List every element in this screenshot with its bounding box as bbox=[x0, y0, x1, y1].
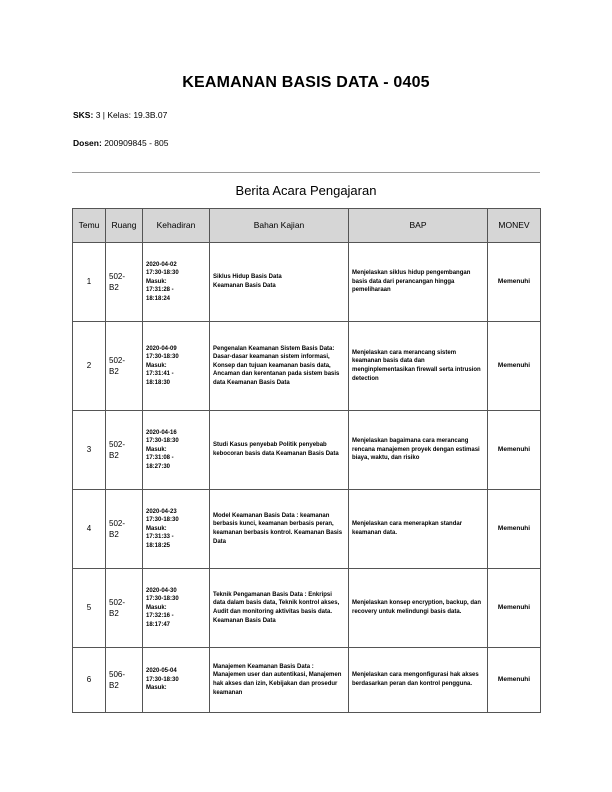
cell-bap: Menjelaskan konsep encryption, backup, dan recovery untuk melindungi basis data. bbox=[349, 569, 488, 648]
cell-kehadiran: 2020-04-02 17:30-18:30 Masuk: 17:31:28 - 18:18:24 bbox=[143, 243, 210, 322]
cell-monev: Memenuhi bbox=[488, 569, 541, 648]
cell-monev: Memenuhi bbox=[488, 411, 541, 490]
cell-temu: 4 bbox=[73, 490, 106, 569]
table-row bbox=[73, 243, 541, 322]
cell-monev: Memenuhi bbox=[488, 648, 541, 713]
table-row bbox=[73, 411, 541, 490]
cell-temu: 1 bbox=[73, 243, 106, 322]
dosen-line bbox=[73, 138, 168, 148]
cell-ruang: 506- B2 bbox=[106, 648, 143, 713]
cell-temu: 5 bbox=[73, 569, 106, 648]
table-row bbox=[73, 569, 541, 648]
cell-bahan-kajian: Pengenalan Keamanan Sistem Basis Data: Dasar-dasar keamanan sistem informasi, Konsep dan tujuan keamanan basis data, Ancaman dan kerentanan pada sistem basis data Keamanan Basis Data bbox=[210, 322, 349, 411]
table-row bbox=[73, 490, 541, 569]
header-bap: BAP bbox=[349, 209, 488, 243]
cell-bap: Menjelaskan cara merancang sistem keamanan basis data dan menginplementasikan firewall serta intrusion detection bbox=[349, 322, 488, 411]
header-bahan-kajian: Bahan Kajian bbox=[210, 209, 349, 243]
cell-ruang: 502- B2 bbox=[106, 411, 143, 490]
table-row bbox=[73, 648, 541, 713]
dosen-label: Dosen: bbox=[73, 138, 102, 148]
cell-ruang: 502- B2 bbox=[106, 322, 143, 411]
header-ruang: Ruang bbox=[106, 209, 143, 243]
cell-monev: Memenuhi bbox=[488, 243, 541, 322]
cell-bap: Menjelaskan cara mengonfigurasi hak akses berdasarkan peran dan kontrol pengguna. bbox=[349, 648, 488, 713]
cell-bahan-kajian: Teknik Pengamanan Basis Data : Enkripsi data dalam basis data, Teknik kontrol akses, Audit dan monitoring aktivitas basis data. Keamanan Basis Data bbox=[210, 569, 349, 648]
cell-bahan-kajian: Siklus Hidup Basis Data Keamanan Basis Data bbox=[210, 243, 349, 322]
table-row bbox=[73, 322, 541, 411]
cell-kehadiran: 2020-04-16 17:30-18:30 Masuk: 17:31:08 - 18:27:30 bbox=[143, 411, 210, 490]
bap-table bbox=[72, 208, 541, 713]
cell-monev: Memenuhi bbox=[488, 490, 541, 569]
sks-kelas-value: 3 | Kelas: 19.3B.07 bbox=[95, 110, 168, 120]
cell-monev: Memenuhi bbox=[488, 322, 541, 411]
table-header-row bbox=[73, 209, 541, 243]
cell-bahan-kajian: Manajemen Keamanan Basis Data : Manajemen user dan autentikasi, Manajemen hak akses dan izin, Kebijakan dan prosedur keamanan bbox=[210, 648, 349, 713]
sks-kelas-line bbox=[73, 110, 167, 120]
section-title: Berita Acara Pengajaran bbox=[235, 183, 377, 198]
divider bbox=[72, 172, 540, 173]
header-kehadiran: Kehadiran bbox=[143, 209, 210, 243]
cell-bap: Menjelaskan cara menerapkan standar keamanan data. bbox=[349, 490, 488, 569]
cell-ruang: 502- B2 bbox=[106, 243, 143, 322]
dosen-value: 200909845 - 805 bbox=[104, 138, 169, 148]
cell-kehadiran: 2020-04-09 17:30-18:30 Masuk: 17:31:41 - 18:18:30 bbox=[143, 322, 210, 411]
cell-bap: Menjelaskan bagaimana cara merancang rencana manajemen proyek dengan estimasi biaya, waktu, dan risiko bbox=[349, 411, 488, 490]
cell-temu: 6 bbox=[73, 648, 106, 713]
cell-kehadiran: 2020-04-30 17:30-18:30 Masuk: 17:32:16 - 18:17:47 bbox=[143, 569, 210, 648]
cell-ruang: 502- B2 bbox=[106, 490, 143, 569]
cell-bap: Menjelaskan siklus hidup pengembangan basis data dari perancangan hingga pemeliharaan bbox=[349, 243, 488, 322]
cell-kehadiran: 2020-04-23 17:30-18:30 Masuk: 17:31:33 - 18:18:25 bbox=[143, 490, 210, 569]
cell-ruang: 502- B2 bbox=[106, 569, 143, 648]
cell-bahan-kajian: Model Keamanan Basis Data : keamanan berbasis kunci, keamanan berbasis peran, keamanan berbasis kontrol. Keamanan Basis Data bbox=[210, 490, 349, 569]
sks-label: SKS: bbox=[73, 110, 94, 120]
cell-temu: 3 bbox=[73, 411, 106, 490]
cell-bahan-kajian: Studi Kasus penyebab Politik penyebab kebocoran basis data Keamanan Basis Data bbox=[210, 411, 349, 490]
page-title: KEAMANAN BASIS DATA - 0405 bbox=[182, 74, 430, 91]
cell-temu: 2 bbox=[73, 322, 106, 411]
header-monev: MONEV bbox=[488, 209, 541, 243]
header-temu: Temu bbox=[73, 209, 106, 243]
cell-kehadiran: 2020-05-04 17:30-18:30 Masuk: bbox=[143, 648, 210, 713]
